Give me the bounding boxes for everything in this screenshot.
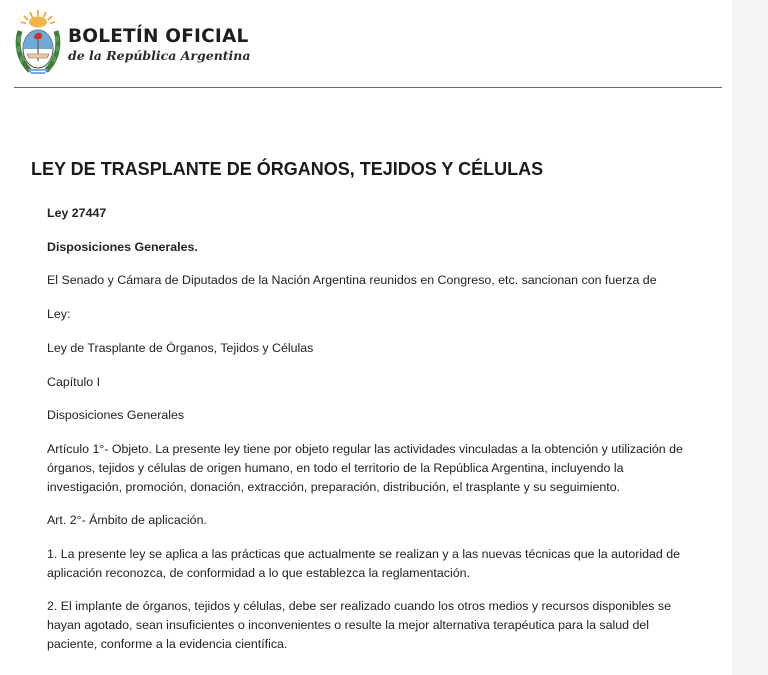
- article-2-item-2: [47, 597, 709, 654]
- article-2-item-2-line: hayan agotado, sean insuficientes o inconvenientes o resulte la mejor alternativa terapéutica para la salud del: [47, 618, 650, 632]
- document-title: LEY DE TRASPLANTE DE ÓRGANOS, TEJIDOS Y CÉLULAS: [31, 159, 544, 179]
- masthead: [14, 8, 251, 78]
- argentina-coat-of-arms-icon: [14, 9, 62, 77]
- law-number: Ley 27447: [47, 206, 107, 220]
- article-2-item-1-line: 1. La presente ley se aplica a las prácticas que actualmente se realizan y a las nuevas técnicas que la autoridad de: [47, 547, 680, 561]
- chapter-title: Disposiciones Generales: [47, 408, 185, 422]
- law-name: Ley de Trasplante de Órganos, Tejidos y Células: [47, 341, 314, 355]
- brand-subtitle: de la República Argentina: [68, 48, 251, 63]
- article-2-line: Art. 2°- Ámbito de aplicación.: [47, 513, 207, 527]
- chapter-label: Capítulo I: [47, 375, 101, 389]
- article-1-line: órganos, tejidos y células de origen humano, en todo el territorio de la República Argentina, incluyendo la: [47, 461, 624, 475]
- brand-title: BOLETÍN OFICIAL: [68, 26, 249, 47]
- article-2-item-1: [47, 545, 709, 583]
- article-2-item-2-line: 2. El implante de órganos, tejidos y células, debe ser realizado cuando los otros medios y recursos disponibles se: [47, 599, 672, 613]
- article-1-line: investigación, promoción, donación, extracción, preparación, distribución, el trasplante y su seguimiento.: [47, 480, 621, 494]
- section-heading: Disposiciones Generales.: [47, 240, 198, 254]
- article-2-heading: [47, 511, 709, 530]
- header-divider: [14, 87, 722, 88]
- article-1-line: Artículo 1°- Objeto. La presente ley tiene por objeto regular las actividades vinculadas a la obtención y utilización de: [47, 442, 683, 456]
- article-2-item-1-line: aplicación reconozca, de conformidad a lo que establezca la reglamentación.: [47, 566, 470, 580]
- brand-block: [68, 26, 251, 64]
- article-2-item-2-line: paciente, conforme a la evidencia científica.: [47, 637, 288, 651]
- page-gutter: [732, 0, 768, 675]
- ley-label: Ley:: [47, 307, 71, 321]
- preamble: El Senado y Cámara de Diputados de la Nación Argentina reunidos en Congreso, etc. sancionan con fuerza de: [47, 273, 657, 287]
- article-1: [47, 440, 709, 497]
